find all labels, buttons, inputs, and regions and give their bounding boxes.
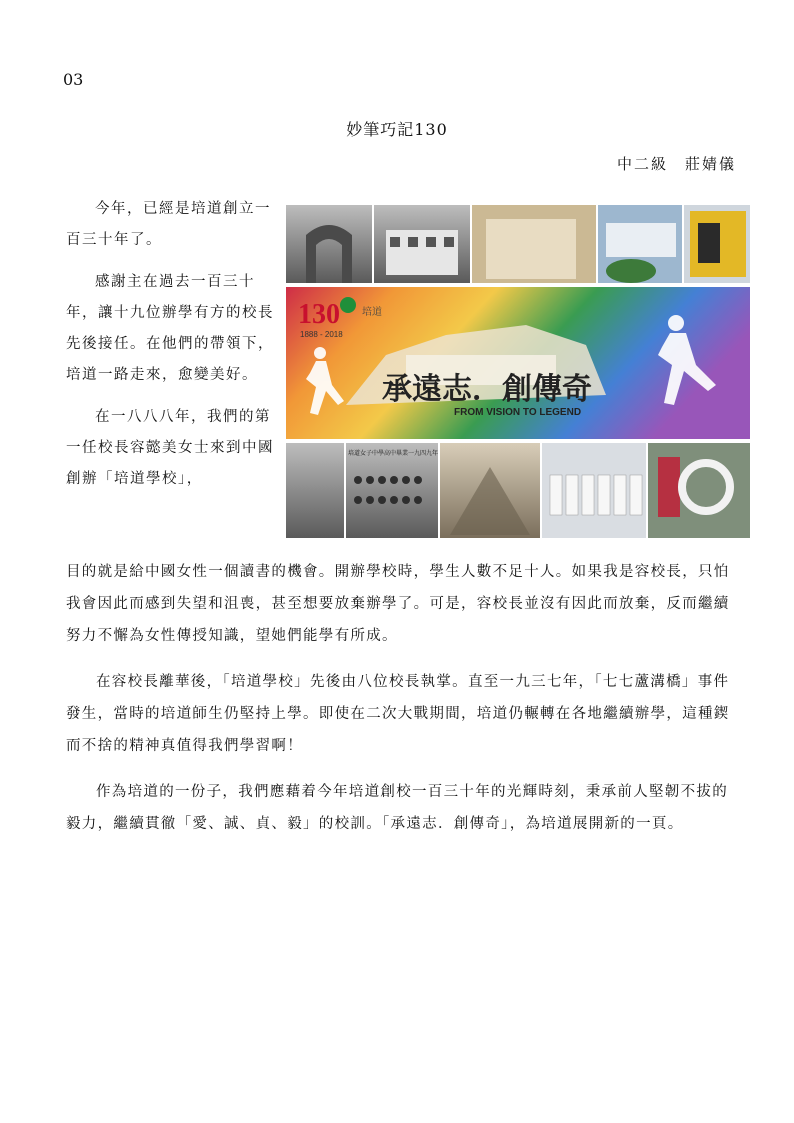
paragraph-4: 在容校長離華後，「培道學校」先後由八位校長執掌。直至一九三七年，「七七蘆溝橋」事件發生，當時的培道師生仍堅持上學。即使在二次大戰期間，培道仍輾轉在各地繼續辦學，這種鍥而不捨的精神真值得我們學習啊！ xyxy=(66,674,730,754)
top-photo-strip xyxy=(286,205,750,283)
full-width-text xyxy=(66,556,742,854)
banner-years: 1888 - 2018 xyxy=(300,330,343,339)
banner-logo-text: 培道 xyxy=(362,307,382,318)
banner-slogan: 承遠志．創傳奇 xyxy=(382,372,592,407)
photo-old-gate xyxy=(286,205,372,283)
anniversary-collage xyxy=(286,205,750,538)
page-number: 03 xyxy=(63,70,84,89)
paragraph-2: 感謝主在過去一百三十年，讓十九位辦學有方的校長先後接任。在他們的帶領下，培道一路走來，愈變美好。 xyxy=(66,274,274,383)
paragraph-5: 作為培道的一份子，我們應藉着今年培道創校一百三十年的光輝時刻，秉承前人堅韌不拔的毅力，繼續貫徹「愛、誠、貞、毅」的校訓。「承遠志．創傳奇」，為培道展開新的一頁。 xyxy=(66,784,728,832)
banner-logo-number: 130 xyxy=(298,299,340,330)
bottom-photo-strip xyxy=(286,443,750,538)
wrapped-text-column xyxy=(66,194,276,506)
paragraph-3: 在一八八八年，我們的第一任校長容懿美女士來到中國創辦「培道學校」， xyxy=(66,409,274,487)
author-line: 中二級 莊婧儀 xyxy=(616,155,736,173)
photo-caption: 培道女子中學高中畢業一九四九年 xyxy=(348,450,439,457)
anniversary-banner xyxy=(286,287,750,439)
photo-graduation-1949 xyxy=(346,443,438,538)
article-title: 妙筆巧記130 xyxy=(346,120,448,139)
paragraph-3-continued: 目的就是給中國女性一個讀書的機會。開辦學校時，學生人數不足十人。如果我是容校長，只怕我會因此而感到失望和沮喪，甚至想要放棄辦學了。可是，容校長並沒有因此而放棄，反而繼續努力不懈為女性傳授知識，望她們能學有所成。 xyxy=(66,564,730,644)
photo-students-1 xyxy=(286,443,344,538)
paragraph-1: 今年，已經是培道創立一百三十年了。 xyxy=(66,201,271,248)
banner-slogan-english: FROM VISION TO LEGEND xyxy=(454,407,582,418)
